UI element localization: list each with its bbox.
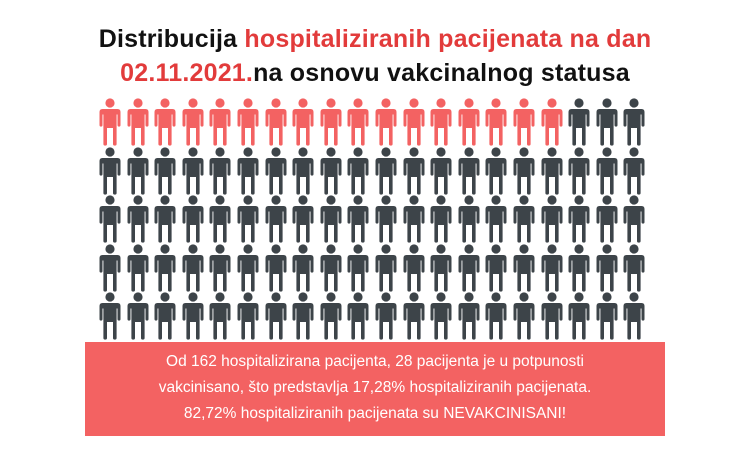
person-icon [540,292,564,340]
person-icon [457,292,481,340]
person-icon [402,244,426,292]
person-icon [346,244,370,292]
person-icon [595,292,619,340]
person-icon [236,244,260,292]
person-icon [319,147,343,195]
title-date: 02.11.2021. [120,59,254,87]
person-icon [567,195,591,243]
person-icon [264,244,288,292]
person-icon [319,244,343,292]
person-icon [622,195,646,243]
person-icon [512,244,536,292]
person-icon [484,292,508,340]
person-icon [153,195,177,243]
person-icon [540,147,564,195]
person-icon [512,98,536,146]
person-icon [346,98,370,146]
person-icon [236,98,260,146]
title-line-2 [0,56,750,90]
person-icon [512,147,536,195]
title-text-highlight: hospitaliziranih pacijenata na dan [244,25,652,53]
person-icon [595,147,619,195]
person-icon [457,147,481,195]
page-title [0,22,750,90]
title-text-dark-2: na osnovu vakcinalnog statusa [253,59,630,87]
person-icon [153,98,177,146]
info-box [85,342,665,436]
person-icon [181,147,205,195]
person-icon [291,244,315,292]
person-icon [622,98,646,146]
person-pictogram-grid [98,98,650,338]
person-icon [319,98,343,146]
person-icon [208,244,232,292]
person-icon [484,147,508,195]
person-icon [319,292,343,340]
person-icon [402,98,426,146]
person-icon [181,195,205,243]
person-icon [264,98,288,146]
person-icon [374,244,398,292]
person-icon [208,98,232,146]
person-icon [98,292,122,340]
person-icon [595,195,619,243]
person-icon [236,292,260,340]
person-icon [98,147,122,195]
person-icon [126,98,150,146]
person-icon [429,147,453,195]
info-line-1: Od 162 hospitalizirana pacijenta, 28 pacijenta je u potpunosti [166,353,584,370]
person-icon [126,195,150,243]
person-icon [374,98,398,146]
person-icon [181,292,205,340]
person-icon [208,195,232,243]
person-icon [374,195,398,243]
person-icon [622,244,646,292]
person-icon [264,292,288,340]
person-icon [181,244,205,292]
person-icon [374,292,398,340]
person-icon [346,147,370,195]
person-icon [622,292,646,340]
person-icon [567,98,591,146]
person-icon [402,292,426,340]
person-icon [540,195,564,243]
person-icon [540,98,564,146]
person-icon [484,244,508,292]
person-icon [153,292,177,340]
person-icon [264,147,288,195]
person-icon [291,98,315,146]
person-icon [346,195,370,243]
person-icon [291,292,315,340]
person-icon [567,147,591,195]
person-icon [346,292,370,340]
person-icon [236,147,260,195]
person-icon [567,292,591,340]
person-icon [457,244,481,292]
person-icon [484,98,508,146]
person-icon [457,98,481,146]
person-icon [208,292,232,340]
person-icon [429,195,453,243]
person-icon [264,195,288,243]
person-icon [153,244,177,292]
person-icon [512,195,536,243]
person-icon [291,147,315,195]
person-icon [429,98,453,146]
person-icon [402,195,426,243]
person-icon [98,195,122,243]
person-icon [126,292,150,340]
person-icon [126,147,150,195]
person-icon [512,292,536,340]
person-icon [540,244,564,292]
person-icon [208,147,232,195]
info-line-3: 82,72% hospitaliziranih pacijenata su NEVAKCINISANI! [183,405,567,422]
person-icon [374,147,398,195]
person-icon [181,98,205,146]
title-text-dark: Distribucija [98,25,245,53]
person-icon [595,244,619,292]
person-icon [126,244,150,292]
info-line-2: vakcinisano, što predstavlja 17,28% hospitaliziranih pacijenata. [158,379,592,396]
person-icon [236,195,260,243]
person-icon [402,147,426,195]
person-icon [484,195,508,243]
person-icon [595,98,619,146]
title-line-1 [0,22,750,56]
person-icon [153,147,177,195]
person-icon [457,195,481,243]
person-icon [319,195,343,243]
person-icon [98,244,122,292]
person-icon [622,147,646,195]
person-icon [567,244,591,292]
person-icon [98,98,122,146]
person-icon [291,195,315,243]
person-icon [429,292,453,340]
person-icon [429,244,453,292]
